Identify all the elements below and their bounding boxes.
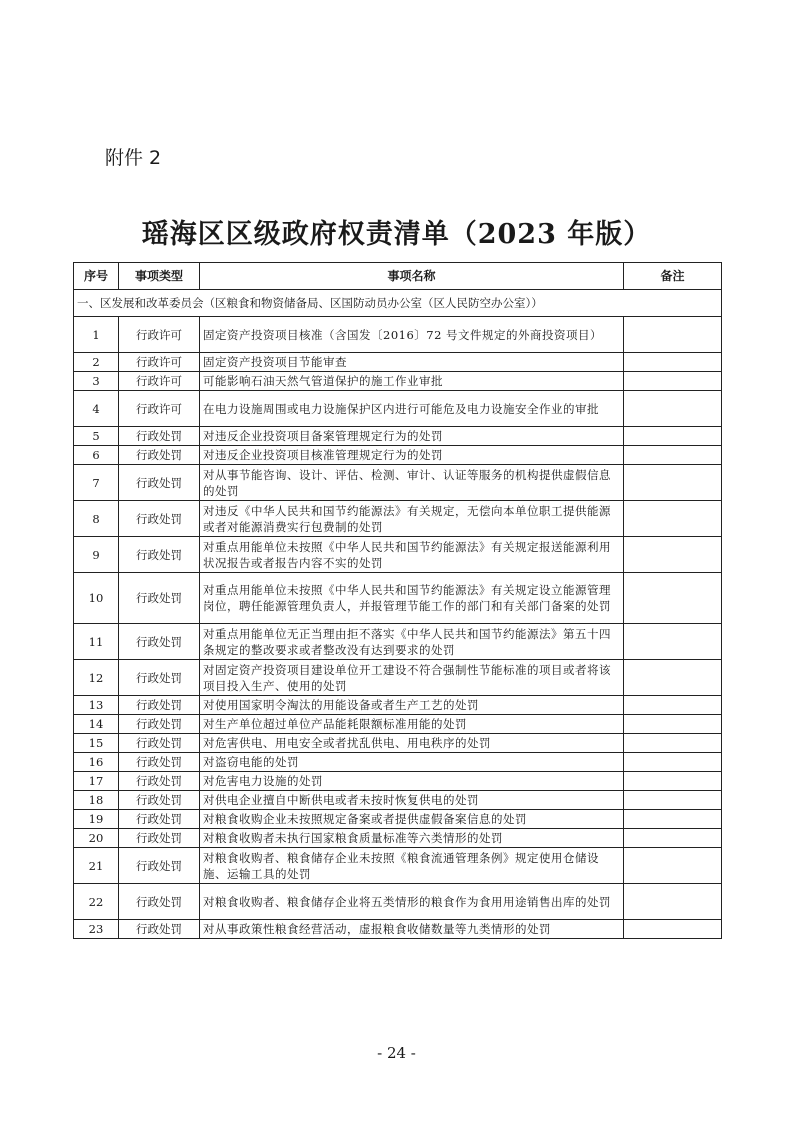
row-serial: 15 <box>74 734 119 753</box>
row-serial: 13 <box>74 696 119 715</box>
row-serial: 11 <box>74 624 119 660</box>
row-note <box>624 810 722 829</box>
table-row <box>74 753 722 772</box>
row-name: 对粮食收购者未执行国家粮食质量标准等六类情形的处罚 <box>200 829 624 848</box>
row-name: 对从事节能咨询、设计、评估、检测、审计、认证等服务的机构提供虚假信息的处罚 <box>200 465 624 501</box>
row-note <box>624 696 722 715</box>
row-serial: 19 <box>74 810 119 829</box>
row-note <box>624 391 722 427</box>
row-note <box>624 446 722 465</box>
row-note <box>624 573 722 624</box>
row-name: 对违反《中华人民共和国节约能源法》有关规定，无偿向本单位职工提供能源或者对能源消费实行包费制的处罚 <box>200 501 624 537</box>
row-type: 行政处罚 <box>119 501 200 537</box>
row-name: 对使用国家明令淘汰的用能设备或者生产工艺的处罚 <box>200 696 624 715</box>
row-serial: 14 <box>74 715 119 734</box>
row-type: 行政处罚 <box>119 660 200 696</box>
row-serial: 12 <box>74 660 119 696</box>
row-name: 对粮食收购企业未按照规定备案或者提供虚假备案信息的处罚 <box>200 810 624 829</box>
row-serial: 2 <box>74 353 119 372</box>
table-row <box>74 660 722 696</box>
table-row <box>74 391 722 427</box>
row-serial: 7 <box>74 465 119 501</box>
table-row <box>74 829 722 848</box>
row-note <box>624 353 722 372</box>
row-type: 行政处罚 <box>119 884 200 920</box>
row-type: 行政处罚 <box>119 848 200 884</box>
row-serial: 8 <box>74 501 119 537</box>
page-number: - 24 - <box>377 1044 416 1062</box>
row-name: 在电力设施周围或电力设施保护区内进行可能危及电力设施安全作业的审批 <box>200 391 624 427</box>
row-type: 行政处罚 <box>119 791 200 810</box>
table-header-row <box>74 263 722 290</box>
row-name: 对重点用能单位无正当理由拒不落实《中华人民共和国节约能源法》第五十四条规定的整改要求或者整改没有达到要求的处罚 <box>200 624 624 660</box>
header-type: 事项类型 <box>119 263 200 290</box>
row-type: 行政处罚 <box>119 772 200 791</box>
table-row <box>74 884 722 920</box>
row-serial: 16 <box>74 753 119 772</box>
table-row <box>74 734 722 753</box>
row-note <box>624 537 722 573</box>
row-note <box>624 884 722 920</box>
row-serial: 20 <box>74 829 119 848</box>
row-name: 固定资产投资项目核准（含国发〔2016〕72 号文件规定的外商投资项目） <box>200 317 624 353</box>
header-name: 事项名称 <box>200 263 624 290</box>
row-serial: 10 <box>74 573 119 624</box>
row-type: 行政处罚 <box>119 446 200 465</box>
row-note <box>624 715 722 734</box>
table-row <box>74 427 722 446</box>
row-note <box>624 772 722 791</box>
table-row <box>74 772 722 791</box>
row-serial: 5 <box>74 427 119 446</box>
row-name: 对从事政策性粮食经营活动，虚报粮食收储数量等九类情形的处罚 <box>200 920 624 939</box>
responsibility-table <box>73 262 722 939</box>
row-name: 对生产单位超过单位产品能耗限额标准用能的处罚 <box>200 715 624 734</box>
row-type: 行政处罚 <box>119 920 200 939</box>
row-serial: 17 <box>74 772 119 791</box>
section-title: 一、区发展和改革委员会（区粮食和物资储备局、区国防动员办公室（区人民防空办公室）） <box>74 290 722 317</box>
row-name: 对粮食收购者、粮食储存企业将五类情形的粮食作为食用用途销售出库的处罚 <box>200 884 624 920</box>
table-row <box>74 696 722 715</box>
row-name: 对重点用能单位未按照《中华人民共和国节约能源法》有关规定设立能源管理岗位，聘任能源管理负责人，并报管理节能工作的部门和有关部门备案的处罚 <box>200 573 624 624</box>
row-type: 行政许可 <box>119 372 200 391</box>
row-type: 行政处罚 <box>119 753 200 772</box>
row-type: 行政处罚 <box>119 829 200 848</box>
table-row <box>74 372 722 391</box>
row-serial: 1 <box>74 317 119 353</box>
row-note <box>624 372 722 391</box>
table-row <box>74 537 722 573</box>
row-type: 行政处罚 <box>119 427 200 446</box>
row-note <box>624 734 722 753</box>
section-row <box>74 290 722 317</box>
table-row <box>74 848 722 884</box>
row-type: 行政处罚 <box>119 715 200 734</box>
row-type: 行政处罚 <box>119 537 200 573</box>
row-type: 行政许可 <box>119 317 200 353</box>
row-name: 对重点用能单位未按照《中华人民共和国节约能源法》有关规定报送能源利用状况报告或者报告内容不实的处罚 <box>200 537 624 573</box>
row-note <box>624 317 722 353</box>
row-type: 行政处罚 <box>119 696 200 715</box>
row-name: 对违反企业投资项目核准管理规定行为的处罚 <box>200 446 624 465</box>
row-name: 对供电企业擅自中断供电或者未按时恢复供电的处罚 <box>200 791 624 810</box>
row-type: 行政许可 <box>119 391 200 427</box>
table-row <box>74 353 722 372</box>
row-name: 对危害电力设施的处罚 <box>200 772 624 791</box>
header-serial: 序号 <box>74 263 119 290</box>
row-note <box>624 753 722 772</box>
document-title: 瑶海区区级政府权责清单（2023 年版） <box>141 219 652 250</box>
table-row <box>74 810 722 829</box>
row-serial: 3 <box>74 372 119 391</box>
row-name: 可能影响石油天然气管道保护的施工作业审批 <box>200 372 624 391</box>
row-note <box>624 427 722 446</box>
row-serial: 23 <box>74 920 119 939</box>
table-row <box>74 317 722 353</box>
row-type: 行政处罚 <box>119 624 200 660</box>
row-serial: 18 <box>74 791 119 810</box>
row-type: 行政处罚 <box>119 810 200 829</box>
row-name: 对固定资产投资项目建设单位开工建设不符合强制性节能标准的项目或者将该项目投入生产、使用的处罚 <box>200 660 624 696</box>
table-row <box>74 791 722 810</box>
row-note <box>624 791 722 810</box>
row-serial: 6 <box>74 446 119 465</box>
row-note <box>624 829 722 848</box>
attachment-label: 附件 2 <box>105 147 162 169</box>
row-type: 行政许可 <box>119 353 200 372</box>
row-serial: 4 <box>74 391 119 427</box>
row-type: 行政处罚 <box>119 573 200 624</box>
row-serial: 21 <box>74 848 119 884</box>
table-row <box>74 715 722 734</box>
row-note <box>624 920 722 939</box>
row-name: 固定资产投资项目节能审查 <box>200 353 624 372</box>
row-note <box>624 465 722 501</box>
header-note: 备注 <box>624 263 722 290</box>
row-serial: 9 <box>74 537 119 573</box>
row-note <box>624 624 722 660</box>
row-type: 行政处罚 <box>119 734 200 753</box>
row-note <box>624 660 722 696</box>
row-name: 对违反企业投资项目备案管理规定行为的处罚 <box>200 427 624 446</box>
table-row <box>74 624 722 660</box>
row-type: 行政处罚 <box>119 465 200 501</box>
row-note <box>624 848 722 884</box>
table-row <box>74 501 722 537</box>
row-name: 对盗窃电能的处罚 <box>200 753 624 772</box>
row-serial: 22 <box>74 884 119 920</box>
row-note <box>624 501 722 537</box>
row-name: 对危害供电、用电安全或者扰乱供电、用电秩序的处罚 <box>200 734 624 753</box>
table-row <box>74 573 722 624</box>
table-row <box>74 920 722 939</box>
table-row <box>74 465 722 501</box>
row-name: 对粮食收购者、粮食储存企业未按照《粮食流通管理条例》规定使用仓储设施、运输工具的处罚 <box>200 848 624 884</box>
table-row <box>74 446 722 465</box>
